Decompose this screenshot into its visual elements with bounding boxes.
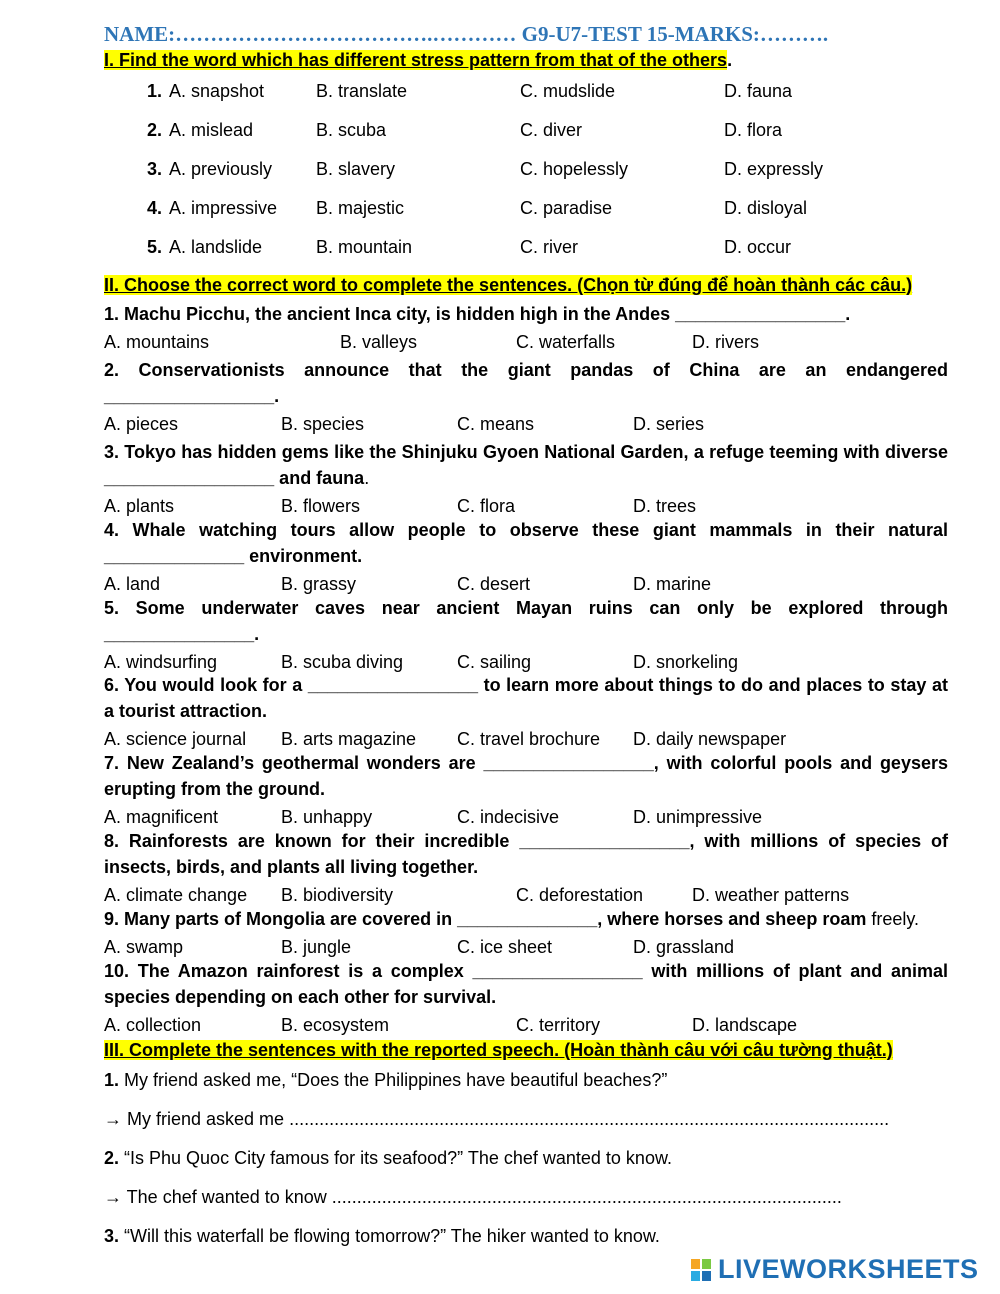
question-8-option-c[interactable]: C. deforestation [516, 885, 644, 905]
question-4-text [104, 517, 948, 569]
question-10-option-b[interactable]: B. ecosystem [281, 1015, 390, 1035]
question-7-option-c[interactable]: C. indecisive [457, 807, 560, 827]
liveworksheets-logo[interactable] [690, 1254, 990, 1286]
question-8-option-a[interactable]: A. climate change [104, 885, 248, 905]
question-4-option-a[interactable]: A. land [104, 574, 161, 594]
reported-item-2-text: “Is Phu Quoc City famous for its seafood?” The chef wanted to know. [119, 1148, 672, 1168]
question-8-text [104, 828, 948, 880]
stress-option-d[interactable]: D. fauna [724, 81, 793, 101]
question-6-option-b[interactable]: B. arts magazine [281, 729, 417, 749]
question-8-option-b[interactable]: B. biodiversity [281, 885, 394, 905]
question-2-text [104, 357, 948, 409]
stress-option-a[interactable]: A. impressive [169, 198, 278, 218]
question-4-option-b[interactable]: B. grassy [281, 574, 357, 594]
stress-option-c[interactable]: C. mudslide [520, 81, 616, 101]
stress-question-number: 1. [147, 81, 163, 101]
stress-option-d[interactable]: D. flora [724, 120, 783, 140]
question-7-text [104, 750, 948, 802]
question-8-stem: 8. Rainforests are known for their incredible _________________, with millions of species of insects, birds, and plants all living together. [104, 831, 948, 877]
logo-text: LIVEWORKSHEETS [718, 1254, 979, 1284]
question-7-stem: 7. New Zealand’s geothermal wonders are _________________, with colorful pools and geysers erupting from the ground. [104, 753, 948, 799]
question-6-option-a[interactable]: A. science journal [104, 729, 247, 749]
question-3-option-a[interactable]: A. plants [104, 496, 175, 516]
stress-option-d[interactable]: D. disloyal [724, 198, 808, 218]
question-2-option-c[interactable]: C. means [457, 414, 535, 434]
question-9-option-a[interactable]: A. swamp [104, 937, 184, 957]
question-5-option-c[interactable]: C. sailing [457, 652, 532, 672]
reported-answer-1-dots[interactable]: ........................................................................................................................ [289, 1109, 890, 1129]
question-4-option-c[interactable]: C. desert [457, 574, 531, 594]
reported-answer-2-prefix: The chef wanted to know [122, 1187, 332, 1207]
stress-option-b[interactable]: B. translate [316, 81, 408, 101]
reported-answer-1[interactable] [104, 1109, 889, 1130]
stress-option-c[interactable]: C. river [520, 237, 578, 257]
stress-question-number: 2. [147, 120, 163, 140]
question-5-stem: 5. Some underwater caves near ancient Mayan ruins can only be explored through _______________. [104, 598, 948, 644]
reported-answer-2[interactable] [104, 1187, 842, 1208]
question-3-stem: 3. Tokyo has hidden gems like the Shinjuku Gyoen National Garden, a refuge teeming with diverse _________________ and fauna [104, 442, 948, 488]
question-3-tail: . [364, 468, 370, 488]
stress-option-c[interactable]: C. paradise [520, 198, 613, 218]
question-6-stem: 6. You would look for a _________________ to learn more about things to do and places to stay at a tourist attraction. [104, 675, 948, 721]
question-9-text [104, 906, 948, 932]
question-2-option-b[interactable]: B. species [281, 414, 365, 434]
question-2-stem: 2. Conservationists announce that the giant pandas of China are an endangered _________________. [104, 360, 948, 406]
stress-option-d[interactable]: D. occur [724, 237, 792, 257]
question-1-option-a[interactable]: A. mountains [104, 332, 210, 352]
reported-item-1-text: My friend asked me, “Does the Philippines have beautiful beaches?” [119, 1070, 668, 1090]
question-3-option-d[interactable]: D. trees [633, 496, 697, 516]
stress-option-a[interactable]: A. landslide [169, 237, 263, 257]
reported-answer-2-dots[interactable]: ...................................................................................................... [331, 1187, 842, 1207]
question-5-text [104, 595, 948, 647]
liveworksheets-icon [690, 1258, 712, 1282]
stress-option-b[interactable]: B. scuba [316, 120, 387, 140]
stress-option-b[interactable]: B. majestic [316, 198, 405, 218]
question-10-stem: 10. The Amazon rainforest is a complex _________________ with millions of plant and animal species depending on each other for survival. [104, 961, 948, 1007]
question-6-option-d[interactable]: D. daily newspaper [633, 729, 787, 749]
section-2-title: II. Choose the correct word to complete the sentences. (Chọn từ đúng để hoàn thành các câu.) [104, 275, 913, 295]
question-9-option-b[interactable]: B. jungle [281, 937, 352, 957]
section-1-period: . [727, 50, 733, 70]
arrow-icon: → [104, 1187, 122, 1207]
question-3-option-c[interactable]: C. flora [457, 496, 516, 516]
section-3-title-wrap [104, 1040, 893, 1061]
reported-item-1 [104, 1070, 667, 1091]
arrow-icon: → [104, 1109, 122, 1129]
question-8-option-d[interactable]: D. weather patterns [692, 885, 850, 905]
stress-option-c[interactable]: C. hopelessly [520, 159, 629, 179]
question-10-option-c[interactable]: C. territory [516, 1015, 601, 1035]
section-2-title-wrap [104, 275, 912, 296]
stress-option-a[interactable]: A. previously [169, 159, 273, 179]
question-1-stem: 1. Machu Picchu, the ancient Inca city, is hidden high in the Andes _________________. [104, 304, 851, 324]
section-1-title: I. Find the word which has different stress pattern from that of the others [104, 50, 728, 70]
question-3-text [104, 439, 948, 491]
question-7-option-a[interactable]: A. magnificent [104, 807, 219, 827]
reported-item-2-num: 2. [104, 1148, 120, 1168]
question-4-option-d[interactable]: D. marine [633, 574, 712, 594]
reported-item-3-text: “Will this waterfall be flowing tomorrow?” The hiker wanted to know. [119, 1226, 660, 1246]
question-9-option-c[interactable]: C. ice sheet [457, 937, 553, 957]
reported-item-1-num: 1. [104, 1070, 120, 1090]
stress-question-number: 3. [147, 159, 163, 179]
question-9-stem: 9. Many parts of Mongolia are covered in ______________, where horses and sheep roam [104, 909, 867, 929]
section-1-title-wrap [104, 50, 732, 71]
question-7-option-d[interactable]: D. unimpressive [633, 807, 763, 827]
stress-option-b[interactable]: B. mountain [316, 237, 413, 257]
question-9-tail: freely. [866, 909, 920, 929]
question-5-option-d[interactable]: D. snorkeling [633, 652, 739, 672]
name-header: NAME:……………………………….………… G9-U7-TEST 15-MARKS:………. [104, 22, 829, 46]
stress-question-number: 5. [147, 237, 163, 257]
question-3-option-b[interactable]: B. flowers [281, 496, 361, 516]
reported-answer-1-prefix: My friend asked me [122, 1109, 290, 1129]
stress-option-d[interactable]: D. expressly [724, 159, 824, 179]
question-9-option-d[interactable]: D. grassland [633, 937, 735, 957]
stress-option-b[interactable]: B. slavery [316, 159, 396, 179]
question-10-option-d[interactable]: D. landscape [692, 1015, 798, 1035]
question-1-option-c[interactable]: C. waterfalls [516, 332, 616, 352]
reported-item-3-num: 3. [104, 1226, 120, 1246]
question-10-text [104, 958, 948, 1010]
question-1-option-d[interactable]: D. rivers [692, 332, 759, 352]
reported-item-3 [104, 1226, 660, 1247]
reported-item-2 [104, 1148, 672, 1169]
stress-option-c[interactable]: C. diver [520, 120, 583, 140]
question-2-option-a[interactable]: A. pieces [104, 414, 179, 434]
question-1-option-b[interactable]: B. valleys [340, 332, 418, 352]
question-7-option-b[interactable]: B. unhappy [281, 807, 373, 827]
stress-option-a[interactable]: A. mislead [169, 120, 254, 140]
question-6-option-c[interactable]: C. travel brochure [457, 729, 601, 749]
stress-question-number: 4. [147, 198, 163, 218]
stress-option-a[interactable]: A. snapshot [169, 81, 265, 101]
question-5-option-a[interactable]: A. windsurfing [104, 652, 218, 672]
question-5-option-b[interactable]: B. scuba diving [281, 652, 404, 672]
question-4-stem: 4. Whale watching tours allow people to observe these giant mammals in their natural ______________ environment. [104, 520, 948, 566]
question-1-text [104, 301, 948, 327]
section-3-title: III. Complete the sentences with the reported speech. (Hoàn thành câu với câu tường thuật.) [104, 1040, 893, 1060]
question-10-option-a[interactable]: A. collection [104, 1015, 202, 1035]
question-2-option-d[interactable]: D. series [633, 414, 705, 434]
question-6-text [104, 672, 948, 724]
